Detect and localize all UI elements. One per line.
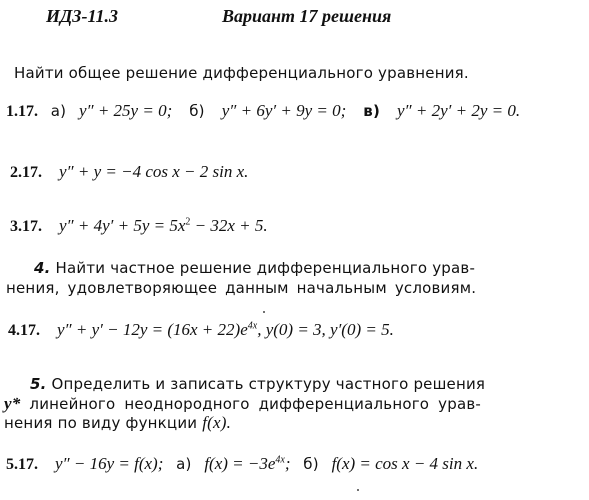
problem-number: 1.17.: [6, 103, 38, 120]
equation-left: y″ + y′ − 12y = (16x + 22)e: [57, 320, 248, 339]
problem-number: 3.17.: [10, 218, 42, 235]
task5-number: 5.: [30, 375, 47, 393]
task5-text: нения по виду функции: [4, 414, 198, 432]
equation-right: , y(0) = 3, y′(0) = 5.: [257, 320, 394, 339]
task5-function: f(x).: [202, 413, 232, 432]
option-a-label: а): [176, 455, 192, 473]
task4-instruction-line1: [34, 259, 475, 277]
option-a-label: а): [50, 102, 67, 120]
equation-left: y″ + 4y′ + 5y = 5x: [59, 216, 186, 235]
header: [46, 6, 392, 27]
scan-speck: [263, 311, 265, 313]
problem-4-17: [8, 320, 394, 340]
equation: y″ + y = −4 cos x − 2 sin x.: [59, 162, 249, 181]
equation-exponent: 4x: [247, 320, 258, 332]
equation-a-left: f(x) = −3e: [204, 454, 276, 473]
task1-instruction: Найти общее решение дифференциального уравнения.: [14, 64, 469, 82]
equation: y″ − 16y = f(x);: [55, 454, 164, 473]
equation-b: f(x) = cos x − 4 sin x.: [331, 454, 479, 473]
scan-speck: [357, 489, 359, 491]
problem-5-17: [6, 454, 478, 474]
equation-a-right: ;: [284, 454, 291, 473]
problem-1-17: [6, 101, 520, 121]
problem-number: 5.17.: [6, 456, 38, 473]
task5-text: Определить и записать структуру частного решения: [51, 375, 486, 393]
problem-number: 2.17.: [10, 164, 42, 181]
task5-text: линейного неоднородного дифференциального урав-: [29, 395, 481, 413]
task4-number: 4.: [34, 259, 51, 277]
header-title: ИДЗ-11.3: [46, 6, 118, 26]
task4-instruction-line2: нения, удовлетворяющее данным начальным условиям.: [6, 279, 477, 297]
task5-instruction-line1: [30, 375, 485, 393]
option-c-label: в): [363, 102, 381, 120]
header-variant: Вариант 17 решения: [222, 6, 392, 26]
equation-b: y″ + 6y′ + 9y = 0;: [221, 101, 347, 120]
equation-a: y″ + 25y = 0;: [78, 101, 173, 120]
equation-c: y″ + 2y′ + 2y = 0.: [397, 101, 521, 120]
equation-exponent: 2: [185, 216, 191, 228]
problem-2-17: [10, 162, 248, 182]
problem-number: 4.17.: [8, 322, 40, 339]
problem-3-17: [10, 216, 268, 236]
task5-instruction-line2: [4, 394, 481, 414]
equation-right: − 32x + 5.: [190, 216, 268, 235]
option-b-label: б): [303, 455, 319, 473]
task5-instruction-line3: [4, 413, 231, 433]
task4-text: Найти частное решение дифференциального урав-: [55, 259, 476, 277]
task5-ystar: y*: [4, 394, 21, 413]
option-b-label: б): [189, 102, 205, 120]
equation-a-exponent: 4x: [275, 454, 285, 466]
